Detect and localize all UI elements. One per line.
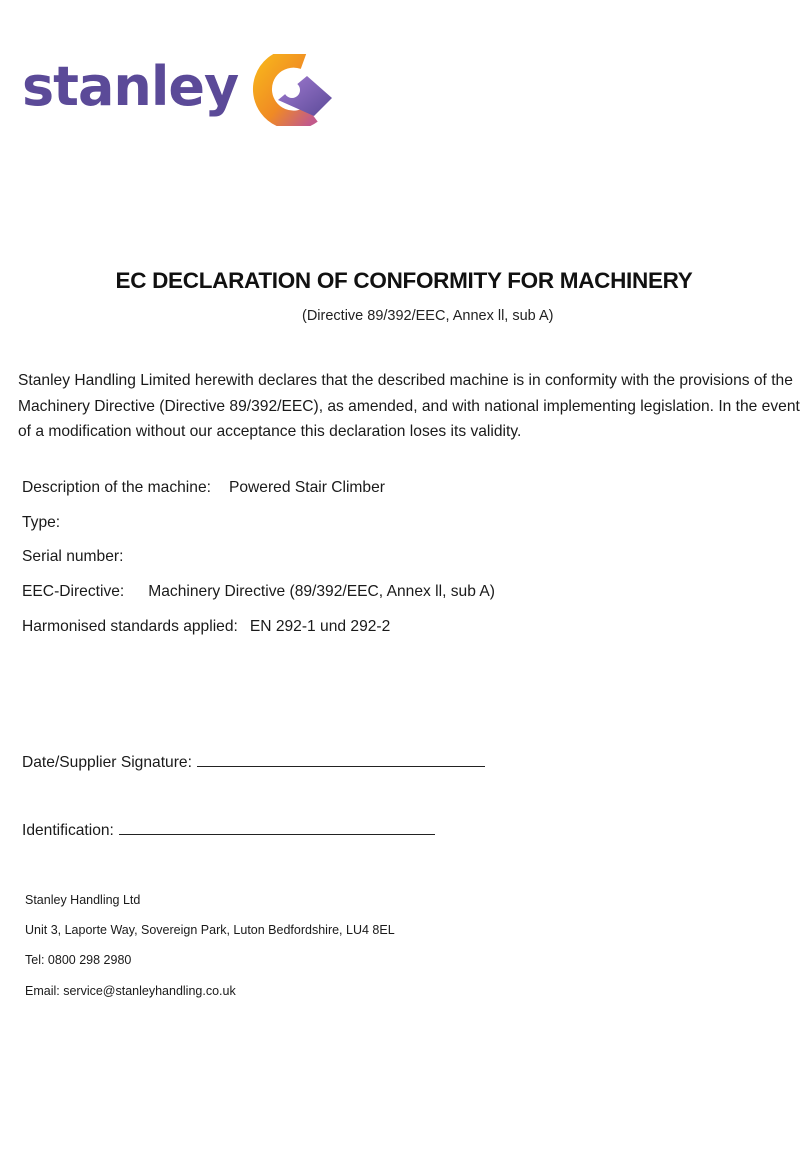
identification-line [22,820,435,840]
logo-wordmark: stanley [22,55,239,118]
address-street: Unit 3, Laporte Way, Sovereign Park, Luton Bedfordshire, LU4 8EL [25,923,395,937]
field-description [22,479,385,497]
field-type [22,514,78,532]
field-harmonised-standards [22,618,390,636]
page-subtitle: (Directive 89/392/EEC, Annex ll, sub A) [302,308,554,324]
company-logo [22,52,338,128]
date-signature-blank [197,752,485,767]
date-signature-label: Date/Supplier Signature: [22,754,192,771]
address-company: Stanley Handling Ltd [25,893,141,907]
field-standards-label: Harmonised standards applied: [22,618,238,635]
identification-blank [119,820,435,835]
field-standards-value: EN 292-1 und 292-2 [249,618,391,635]
stanley-logo-mark-icon [252,54,338,126]
address-email: Email: service@stanleyhandling.co.uk [25,984,236,998]
date-signature-line [22,752,485,772]
page-title: EC DECLARATION OF CONFORMITY FOR MACHINERY [115,268,693,293]
field-type-label: Type: [22,514,61,531]
declaration-paragraph: Stanley Handling Limited herewith declares that the described machine is in conformity with the provisions of the Machinery Directive (Directive 89/392/EEC), as amended, and with national implementing legislation. In the event of a modification without our acceptance this declaration loses its validity. [18,372,800,440]
field-directive-value: Machinery Directive (89/392/EEC, Annex ll, sub A) [148,583,495,600]
field-directive-label: EEC-Directive: [22,583,125,600]
field-serial-label: Serial number: [22,548,124,565]
address-telephone: Tel: 0800 298 2980 [25,953,132,967]
field-serial-number [22,548,141,566]
identification-label: Identification: [22,822,114,839]
field-description-label: Description of the machine: [22,479,211,496]
field-description-value: Powered Stair Climber [228,479,385,496]
field-eec-directive [22,583,495,601]
